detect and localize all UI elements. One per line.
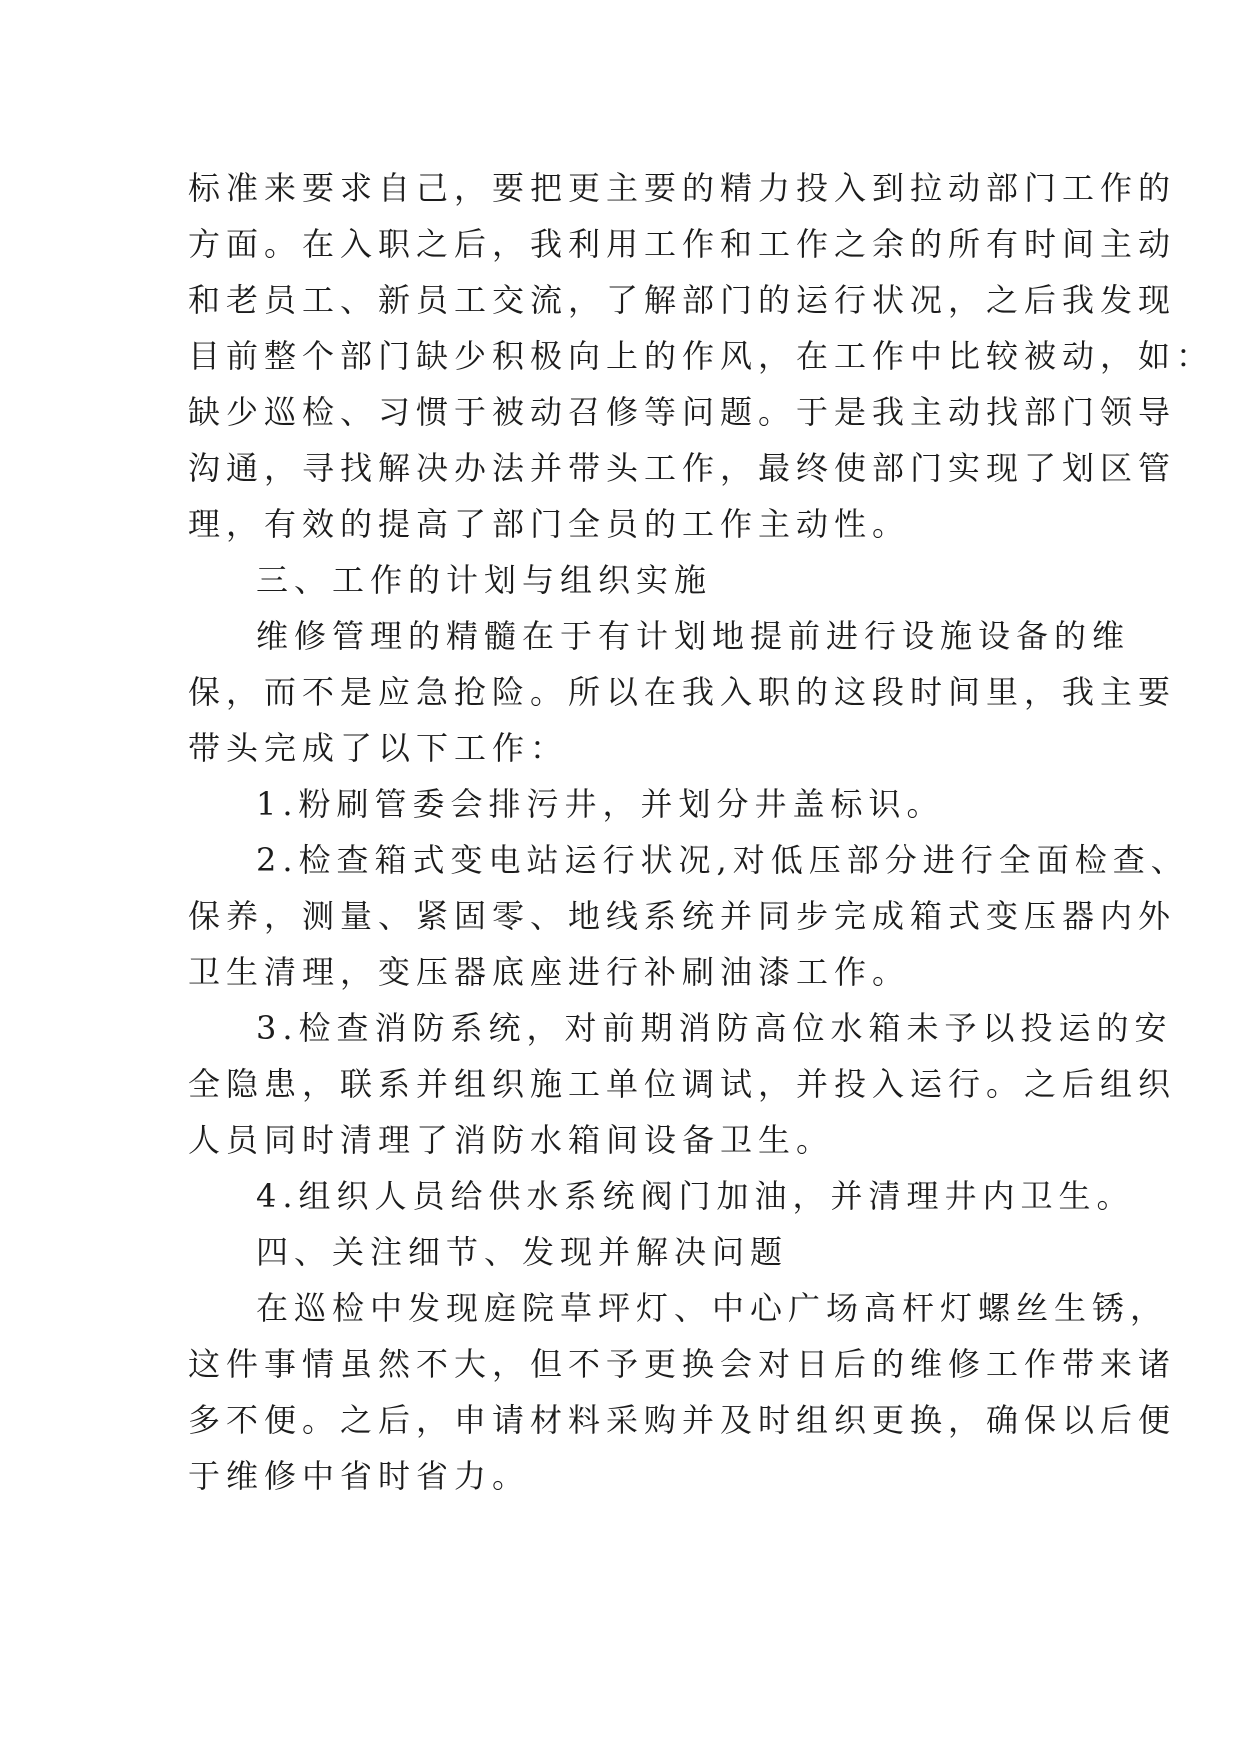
- text-line: 标准来要求自己，要把更主要的精力投入到拉动部门工作的: [188, 169, 1177, 207]
- text-line: 人员同时清理了消防水箱间设备卫生。: [188, 1121, 835, 1159]
- text-line: 保养，测量、紧固零、地线系统并同步完成箱式变压器内外: [188, 897, 1177, 935]
- text-line: 多不便。之后，申请材料采购并及时组织更换，确保以后便: [188, 1401, 1177, 1439]
- text-line: 方面。在入职之后，我利用工作和工作之余的所有时间主动: [188, 225, 1177, 263]
- text-line: 三、工作的计划与组织实施: [256, 561, 713, 599]
- text-line: 带头完成了以下工作：: [188, 729, 569, 767]
- text-line: 保，而不是应急抢险。所以在我入职的这段时间里，我主要: [188, 673, 1177, 711]
- text-line: 4.组织人员给供水系统阀门加油，并清理井内卫生。: [256, 1177, 1135, 1215]
- text-line: 这件事情虽然不大，但不予更换会对日后的维修工作带来诸: [188, 1345, 1177, 1383]
- document-body: [188, 160, 1215, 1504]
- text-line: 理，有效的提高了部门全员的工作主动性。: [188, 505, 911, 543]
- text-line: 维修管理的精髓在于有计划地提前进行设施设备的维: [256, 617, 1131, 655]
- text-line: 3.检查消防系统，对前期消防高位水箱未予以投运的安: [256, 1009, 1173, 1047]
- text-line: 于维修中省时省力。: [188, 1457, 531, 1495]
- text-line: 和老员工、新员工交流，了解部门的运行状况，之后我发现: [188, 281, 1177, 319]
- text-line: 沟通，寻找解决办法并带头工作，最终使部门实现了划区管: [188, 449, 1177, 487]
- text-line: 2.检查箱式变电站运行状况,对低压部分进行全面检查、: [256, 841, 1189, 879]
- text-line: 缺少巡检、习惯于被动召修等问题。于是我主动找部门领导: [188, 393, 1177, 431]
- text-line: 1.粉刷管委会排污井，并划分井盖标识。: [256, 785, 945, 823]
- text-line: 卫生清理，变压器底座进行补刷油漆工作。: [188, 953, 911, 991]
- text-line: 四、关注细节、发现并解决问题: [256, 1233, 789, 1271]
- text-line: 目前整个部门缺少积极向上的作风，在工作中比较被动，如：: [188, 337, 1215, 375]
- text-line: 在巡检中发现庭院草坪灯、中心广场高杆灯螺丝生锈，: [256, 1289, 1169, 1327]
- text-line: 全隐患，联系并组织施工单位调试，并投入运行。之后组织: [188, 1065, 1177, 1103]
